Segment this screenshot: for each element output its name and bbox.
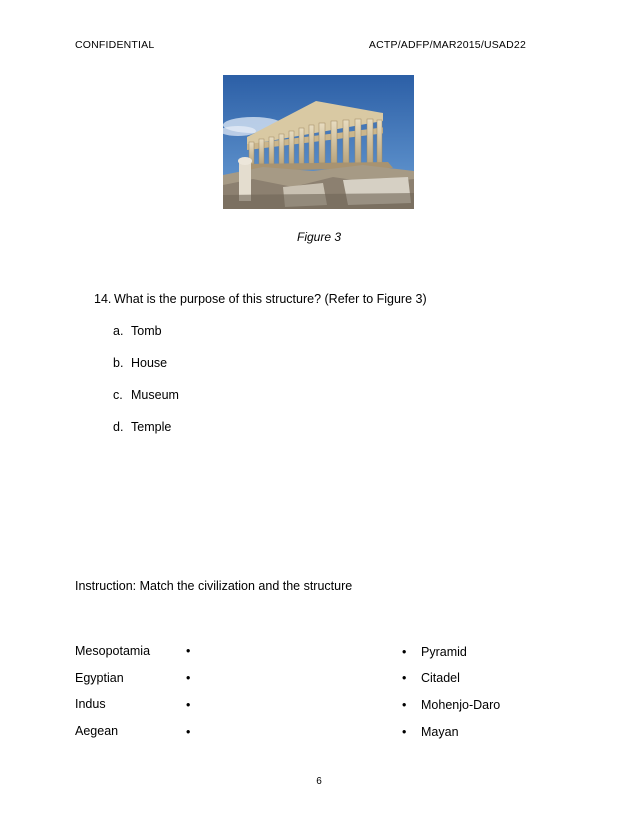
bullet-icon: • bbox=[402, 671, 407, 685]
option-letter: b. bbox=[113, 356, 124, 370]
bullet-icon: • bbox=[186, 698, 191, 712]
civilization-label: Indus bbox=[75, 697, 106, 711]
option-text: Museum bbox=[131, 388, 179, 402]
parthenon-photo bbox=[223, 75, 414, 209]
header-left-text: CONFIDENTIAL bbox=[75, 39, 155, 51]
option-text: Tomb bbox=[131, 324, 162, 338]
option-letter: a. bbox=[113, 324, 124, 338]
bullet-icon: • bbox=[186, 671, 191, 685]
question-number: 14. bbox=[94, 292, 112, 306]
option-text: House bbox=[131, 356, 168, 370]
bullet-icon: • bbox=[186, 725, 191, 739]
header-right-text: ACTP/ADFP/MAR2015/USAD22 bbox=[368, 39, 526, 51]
structure-label: Pyramid bbox=[421, 645, 467, 659]
bullet-icon: • bbox=[402, 698, 407, 712]
civilization-label: Aegean bbox=[75, 724, 119, 738]
structure-label: Mayan bbox=[421, 725, 459, 739]
structure-label: Citadel bbox=[421, 671, 460, 685]
bullet-icon: • bbox=[402, 645, 407, 659]
option-text: Temple bbox=[131, 420, 172, 434]
instruction-text: Instruction: Match the civilization and the structure bbox=[75, 579, 353, 593]
bullet-icon: • bbox=[186, 644, 191, 658]
bullet-icon: • bbox=[402, 725, 407, 739]
question-text: What is the purpose of this structure? (Refer to Figure 3) bbox=[114, 292, 427, 306]
option-letter: d. bbox=[113, 420, 124, 434]
civilization-label: Mesopotamia bbox=[75, 644, 151, 658]
structure-label: Mohenjo-Daro bbox=[421, 698, 501, 712]
page-number: 6 bbox=[316, 776, 322, 787]
figure-caption: Figure 3 bbox=[296, 230, 342, 244]
option-letter: c. bbox=[113, 388, 123, 402]
civilization-label: Egyptian bbox=[75, 671, 124, 685]
